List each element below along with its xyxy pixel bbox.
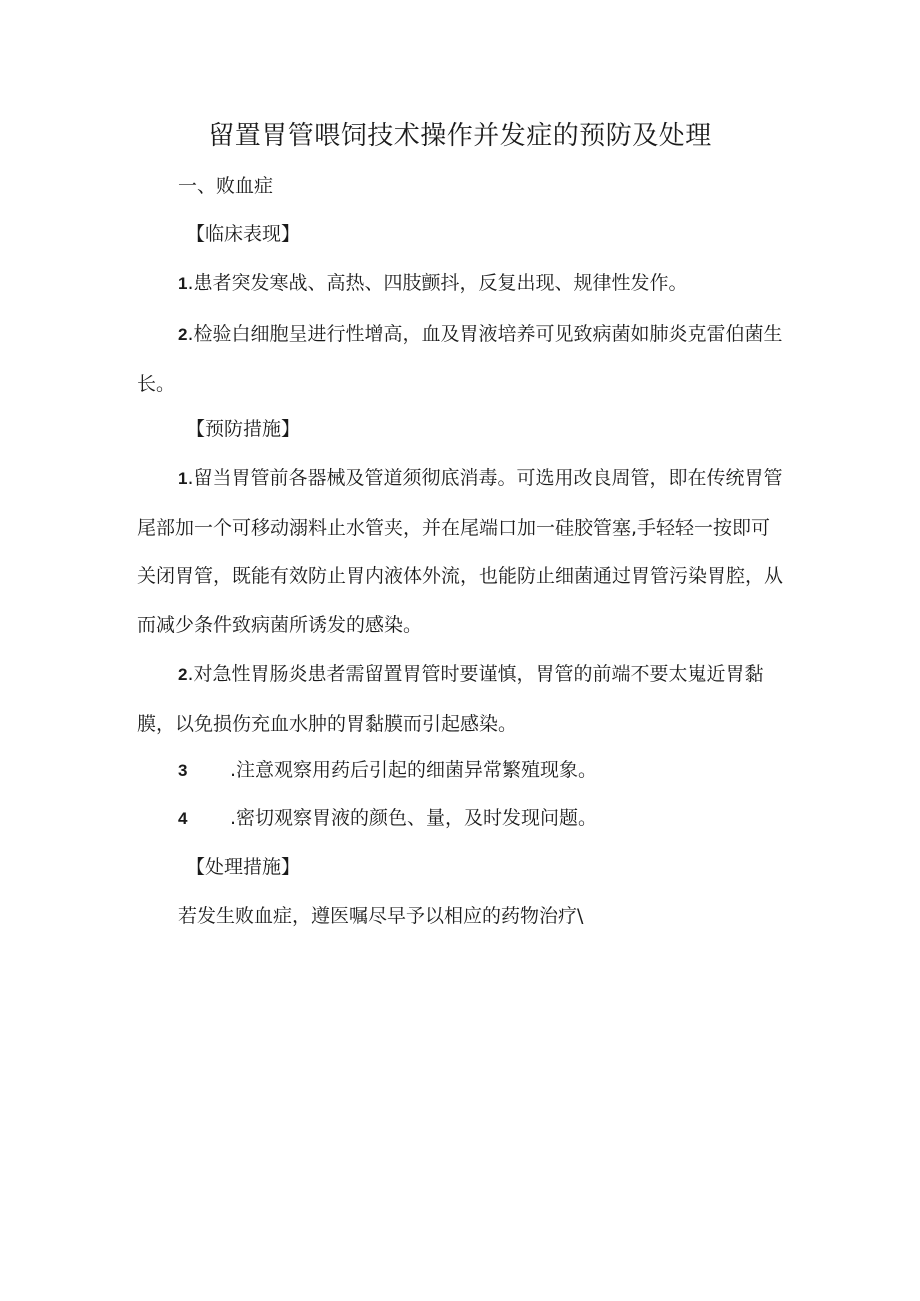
document-title: 留置胃管喂饲技术操作并发症的预防及处理: [208, 121, 712, 151]
prevention-item-1: [137, 454, 789, 649]
treatment-text: 若发生败血症，遵医嘱尽早予以相应的药物治疗\: [178, 905, 584, 927]
item-text: .患者突发寒战、高热、四肢颤抖，反复出现、规律性发作。: [187, 272, 688, 294]
item-text: .对急性胃肠炎患者需留置胃管时要谨慎，胃管的前端不要太嵬近胃黏膜，以免损伤充血水肿的胃黏膜而引起感染。: [137, 663, 764, 735]
item-text: .留当胃管前各器械及管道须彻底消毒。可选用改良周管，即在传统胃管尾部加一个可移动溺料止水管夹，并在尾端口加一硅胶管塞,手轻轻一按即可关闭胃管，既能有效防止胃内液体外流，也能防止细菌通过胃管污染胃腔，从而减少条件致病菌所诱发的感染。: [137, 467, 784, 636]
section-heading: 一、败血症: [178, 175, 274, 197]
prevention-item-2: [137, 650, 789, 748]
clinical-heading: 【临床表现】: [186, 223, 301, 245]
item-number: 2: [178, 325, 188, 344]
item-text: .密切观察胃液的颜色、量，及时发现问题。: [230, 807, 598, 829]
item-number: 1: [178, 274, 188, 293]
clinical-item-1: [178, 269, 688, 298]
item-text: .注意观察用药后引起的细菌异常繁殖现象。: [230, 759, 598, 781]
prevention-heading: 【预防措施】: [186, 418, 301, 440]
treatment-heading: 【处理措施】: [186, 856, 301, 878]
item-number: 3: [178, 761, 188, 780]
prevention-item-3: [178, 756, 597, 785]
item-number: 1: [178, 469, 188, 488]
item-number: 4: [178, 809, 188, 828]
item-text: .检验白细胞呈进行性增高，血及胃液培养可见致病菌如肺炎克雷伯菌生长。: [137, 323, 783, 395]
clinical-item-2: [137, 310, 789, 408]
prevention-item-4: [178, 804, 597, 833]
item-number: 2: [178, 665, 188, 684]
